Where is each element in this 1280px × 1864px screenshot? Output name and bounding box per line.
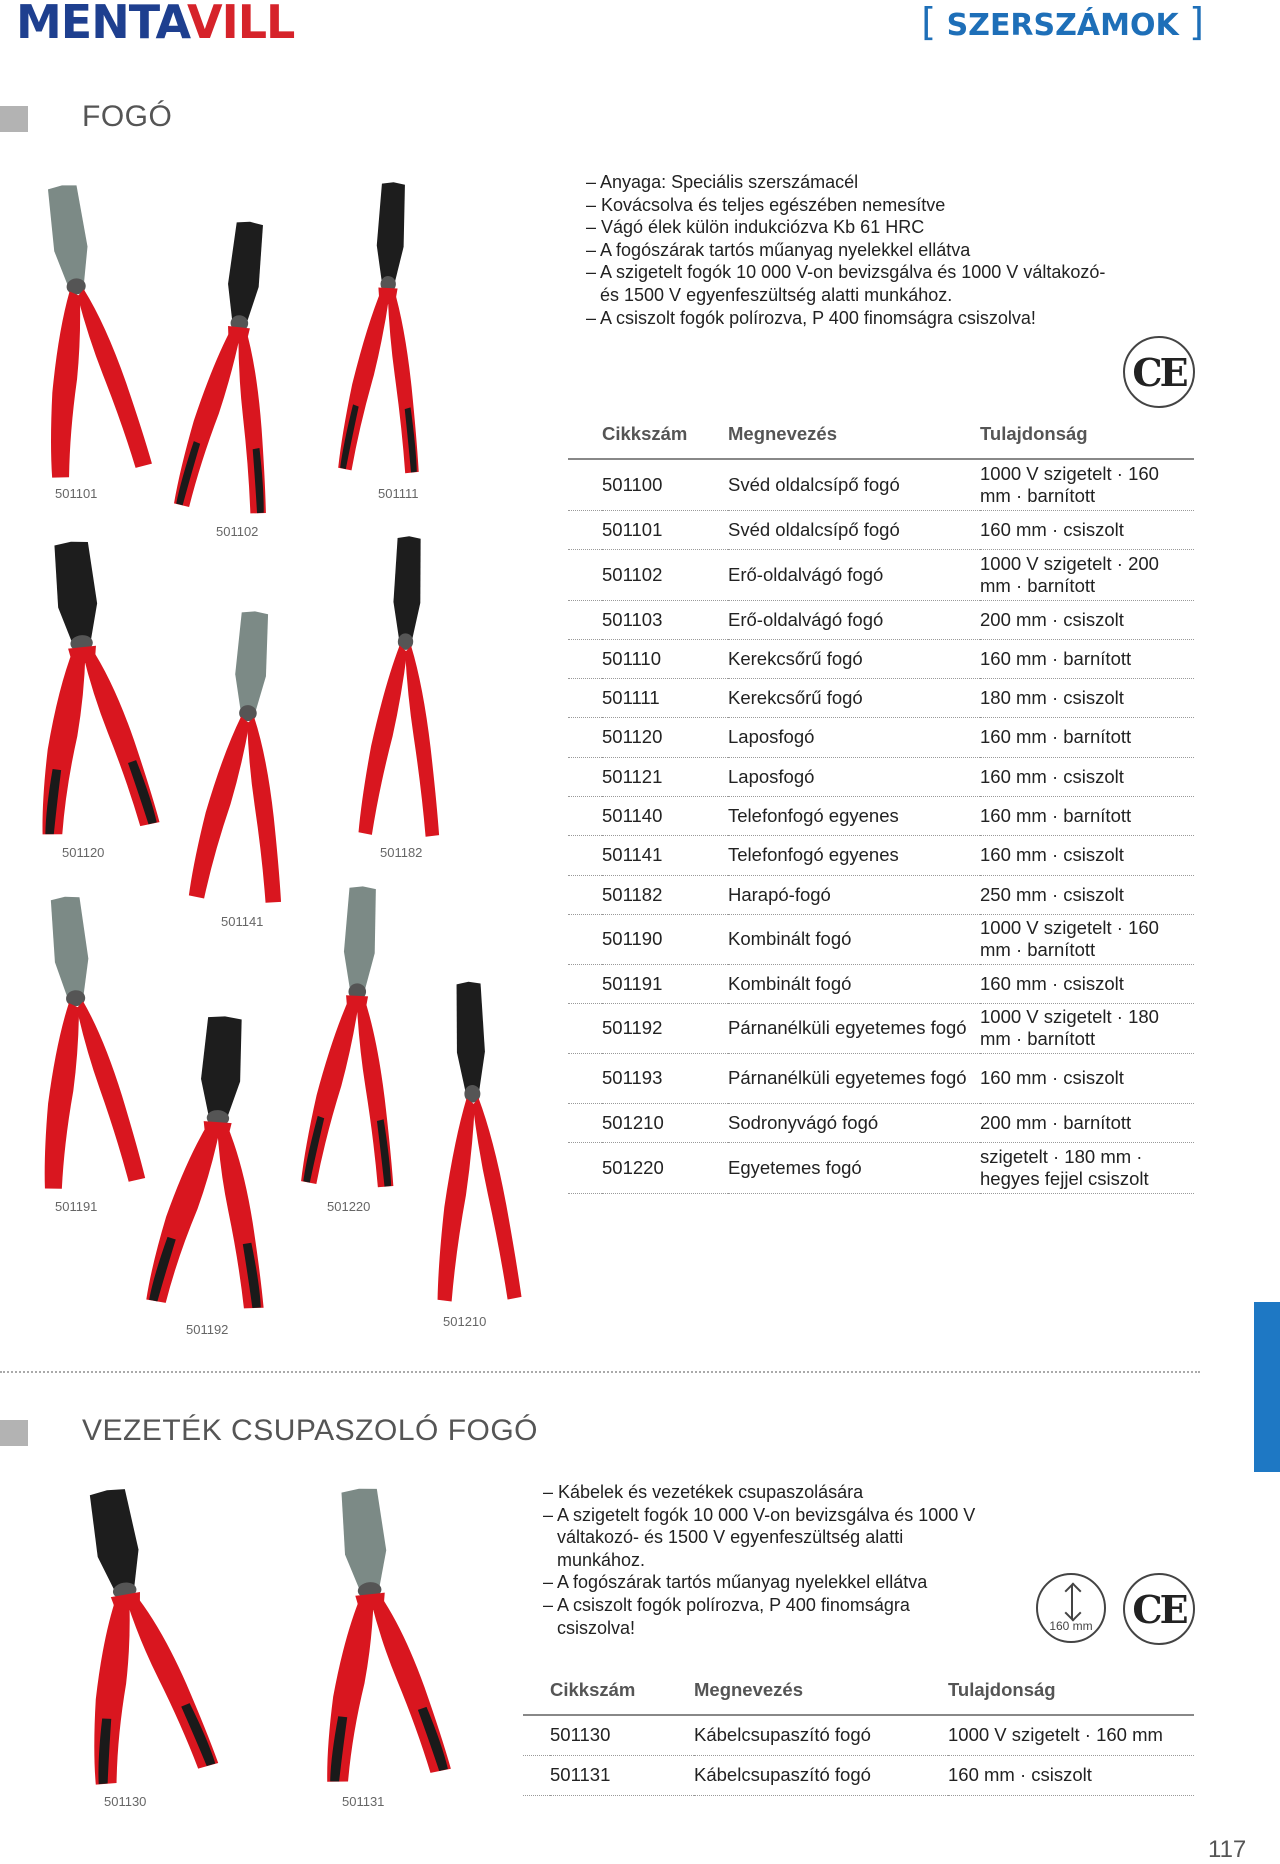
image-code-label: 501101 [55, 486, 98, 501]
brand-logo-right: VILL [186, 0, 295, 49]
article-code: 501101 [602, 510, 728, 549]
product-name: Kombinált fogó [728, 964, 980, 1003]
table-row [523, 1755, 1194, 1795]
table-row [568, 639, 1194, 678]
image-code-label: 501182 [380, 845, 423, 860]
wire-stripper-image [285, 1475, 464, 1789]
article-code: 501182 [602, 875, 728, 914]
pliers-image [165, 210, 306, 520]
feature-item: – A csiszolt fogók polírozva, P 400 finomságra csiszolva! [586, 307, 1116, 330]
vezetek-product-table [523, 1665, 1194, 1796]
image-code-label: 501111 [378, 486, 419, 501]
table-row [568, 914, 1194, 964]
table-row [568, 1053, 1194, 1103]
ce-mark-icon: CE [1123, 1573, 1195, 1645]
feature-item: – A fogószárak tartós műanyag nyelekkel ellátva [586, 239, 1116, 262]
section-title-fogo: FOGÓ [82, 100, 173, 133]
article-code: 501191 [602, 964, 728, 1003]
article-code: 501102 [602, 549, 728, 600]
product-property: 160 mm · csiszolt [948, 1755, 1194, 1795]
product-name: Erő-oldalvágó fogó [728, 549, 980, 600]
product-name: Laposfogó [728, 757, 980, 796]
product-name: Kombinált fogó [728, 914, 980, 964]
section-marker [0, 1420, 28, 1446]
page-number: 117 [1208, 1836, 1247, 1863]
feature-item: – A szigetelt fogók 10 000 V-on bevizsgálva és 1000 V váltakozó- és 1500 V egyenfeszültség alatti munkához. [586, 261, 1116, 306]
side-tab [1254, 1302, 1280, 1472]
section-marker [0, 106, 28, 132]
product-property: 160 mm · csiszolt [980, 757, 1194, 796]
fogo-feature-list [586, 171, 1116, 329]
image-code-label: 501120 [62, 845, 105, 860]
bracket-close: ] [1189, 0, 1204, 44]
feature-item: – A fogószárak tartós műanyag nyelekkel ellátva [543, 1571, 983, 1594]
article-code: 501140 [602, 796, 728, 835]
table-row [568, 717, 1194, 757]
article-code: 501210 [602, 1103, 728, 1142]
header-cikkszam: Cikkszám [550, 1665, 694, 1715]
image-code-label: 501210 [443, 1314, 487, 1329]
pliers-image [418, 973, 529, 1306]
table-row [568, 600, 1194, 639]
product-name: Párnanélküli egyetemes fogó [728, 1003, 980, 1053]
product-name: Kerekcsőrű fogó [728, 639, 980, 678]
product-property: 160 mm · csiszolt [980, 1053, 1194, 1103]
pliers-image [330, 174, 442, 479]
header-tulajdonsag: Tulajdonság [948, 1665, 1194, 1715]
article-code: 501220 [602, 1142, 728, 1193]
pliers-image [5, 885, 156, 1196]
product-name: Egyetemes fogó [728, 1142, 980, 1193]
image-code-label: 501131 [342, 1794, 385, 1809]
product-property: 160 mm · barnított [980, 717, 1194, 757]
product-property: szigetelt · 180 mm · hegyes fejjel csiszolt [980, 1142, 1194, 1193]
image-code-label: 501192 [186, 1322, 229, 1337]
article-code: 501192 [602, 1003, 728, 1053]
product-property: 1000 V szigetelt · 180 mm · barnított [980, 1003, 1194, 1053]
product-name: Sodronyvágó fogó [728, 1103, 980, 1142]
product-name: Kábelcsupaszító fogó [694, 1715, 948, 1755]
category-label: SZERSZÁMOK [946, 8, 1179, 43]
wire-stripper-image [33, 1471, 231, 1792]
product-name: Párnanélküli egyetemes fogó [728, 1053, 980, 1103]
length-measure-icon [1036, 1573, 1106, 1643]
feature-item: – A szigetelt fogók 10 000 V-on bevizsgálva és 1000 V váltakozó- és 1500 V egyenfeszültség alatti munkához. [543, 1504, 983, 1572]
article-code: 501100 [602, 459, 728, 510]
image-code-label: 501191 [55, 1199, 98, 1214]
product-property: 1000 V szigetelt · 160 mm · barnított [980, 914, 1194, 964]
feature-item: – Anyaga: Speciális szerszámacél [586, 171, 1116, 194]
article-code: 501110 [602, 639, 728, 678]
product-name: Harapó-fogó [728, 875, 980, 914]
product-property: 160 mm · csiszolt [980, 510, 1194, 549]
category-heading [921, 2, 1204, 46]
product-property: 1000 V szigetelt · 160 mm · barnított [980, 459, 1194, 510]
bracket-open: [ [921, 0, 937, 44]
header-megnevezes: Megnevezés [694, 1665, 948, 1715]
feature-item: – Kovácsolva és teljes egészében nemesítve [586, 194, 1116, 217]
table-header-row [568, 409, 1194, 459]
table-row [568, 964, 1194, 1003]
product-property: 160 mm · csiszolt [980, 835, 1194, 875]
table-row [568, 549, 1194, 600]
fogo-product-table [568, 409, 1194, 1194]
table-row [568, 835, 1194, 875]
section-title-vezetek: VEZETÉK CSUPASZOLÓ FOGÓ [82, 1414, 539, 1447]
header-cikkszam: Cikkszám [602, 409, 728, 459]
ce-mark-icon: CE [1123, 336, 1195, 408]
article-code: 501120 [602, 717, 728, 757]
article-code: 501141 [602, 835, 728, 875]
product-name: Telefonfogó egyenes [728, 796, 980, 835]
product-name: Erő-oldalvágó fogó [728, 600, 980, 639]
article-code: 501190 [602, 914, 728, 964]
product-name: Svéd oldalcsípő fogó [728, 510, 980, 549]
table-row [568, 1103, 1194, 1142]
article-code: 501130 [550, 1715, 694, 1755]
image-code-label: 501102 [216, 524, 259, 539]
pliers-image [1, 529, 172, 842]
image-code-label: 501130 [104, 1794, 147, 1809]
table-row [568, 757, 1194, 796]
product-property: 160 mm · barnított [980, 796, 1194, 835]
image-code-label: 501141 [221, 914, 264, 929]
product-name: Laposfogó [728, 717, 980, 757]
table-row [568, 875, 1194, 914]
article-code: 501121 [602, 757, 728, 796]
product-property: 1000 V szigetelt · 160 mm [948, 1715, 1194, 1755]
table-row [568, 678, 1194, 717]
double-arrow-icon [1071, 1585, 1073, 1619]
header-megnevezes: Megnevezés [728, 409, 980, 459]
product-name: Svéd oldalcsípő fogó [728, 459, 980, 510]
pliers-image [351, 528, 458, 841]
product-property: 250 mm · csiszolt [980, 875, 1194, 914]
article-code: 501111 [602, 678, 728, 717]
table-header-row [523, 1665, 1194, 1715]
article-code: 501103 [602, 600, 728, 639]
feature-item: – Vágó élek külön indukciózva Kb 61 HRC [586, 216, 1116, 239]
pliers-image [135, 1005, 296, 1314]
product-name: Kábelcsupaszító fogó [694, 1755, 948, 1795]
table-row [568, 1003, 1194, 1053]
product-property: 180 mm · csiszolt [980, 678, 1194, 717]
vezetek-feature-list [543, 1481, 983, 1639]
article-code: 501193 [602, 1053, 728, 1103]
length-label: 160 mm [1049, 1619, 1093, 1633]
product-name: Kerekcsőrű fogó [728, 678, 980, 717]
pliers-image [180, 602, 311, 909]
section-divider [0, 1371, 1200, 1373]
product-property: 1000 V szigetelt · 200 mm · barnított [980, 549, 1194, 600]
table-row [568, 510, 1194, 549]
brand-logo-left: MENTA [16, 0, 187, 49]
brand-logo [16, 0, 295, 49]
table-row [568, 459, 1194, 510]
pliers-image [292, 877, 418, 1192]
header-tulajdonsag: Tulajdonság [980, 409, 1194, 459]
product-property: 200 mm · csiszolt [980, 600, 1194, 639]
feature-item: – Kábelek és vezetékek csupaszolására [543, 1481, 983, 1504]
product-property: 200 mm · barnított [980, 1103, 1194, 1142]
table-row [523, 1715, 1194, 1755]
table-row [568, 796, 1194, 835]
product-property: 160 mm · csiszolt [980, 964, 1194, 1003]
table-row [568, 1142, 1194, 1193]
pliers-image [2, 171, 163, 485]
image-code-label: 501220 [327, 1199, 371, 1214]
product-property: 160 mm · barnított [980, 639, 1194, 678]
feature-item: – A csiszolt fogók polírozva, P 400 finomságra csiszolva! [543, 1594, 983, 1639]
article-code: 501131 [550, 1755, 694, 1795]
product-name: Telefonfogó egyenes [728, 835, 980, 875]
